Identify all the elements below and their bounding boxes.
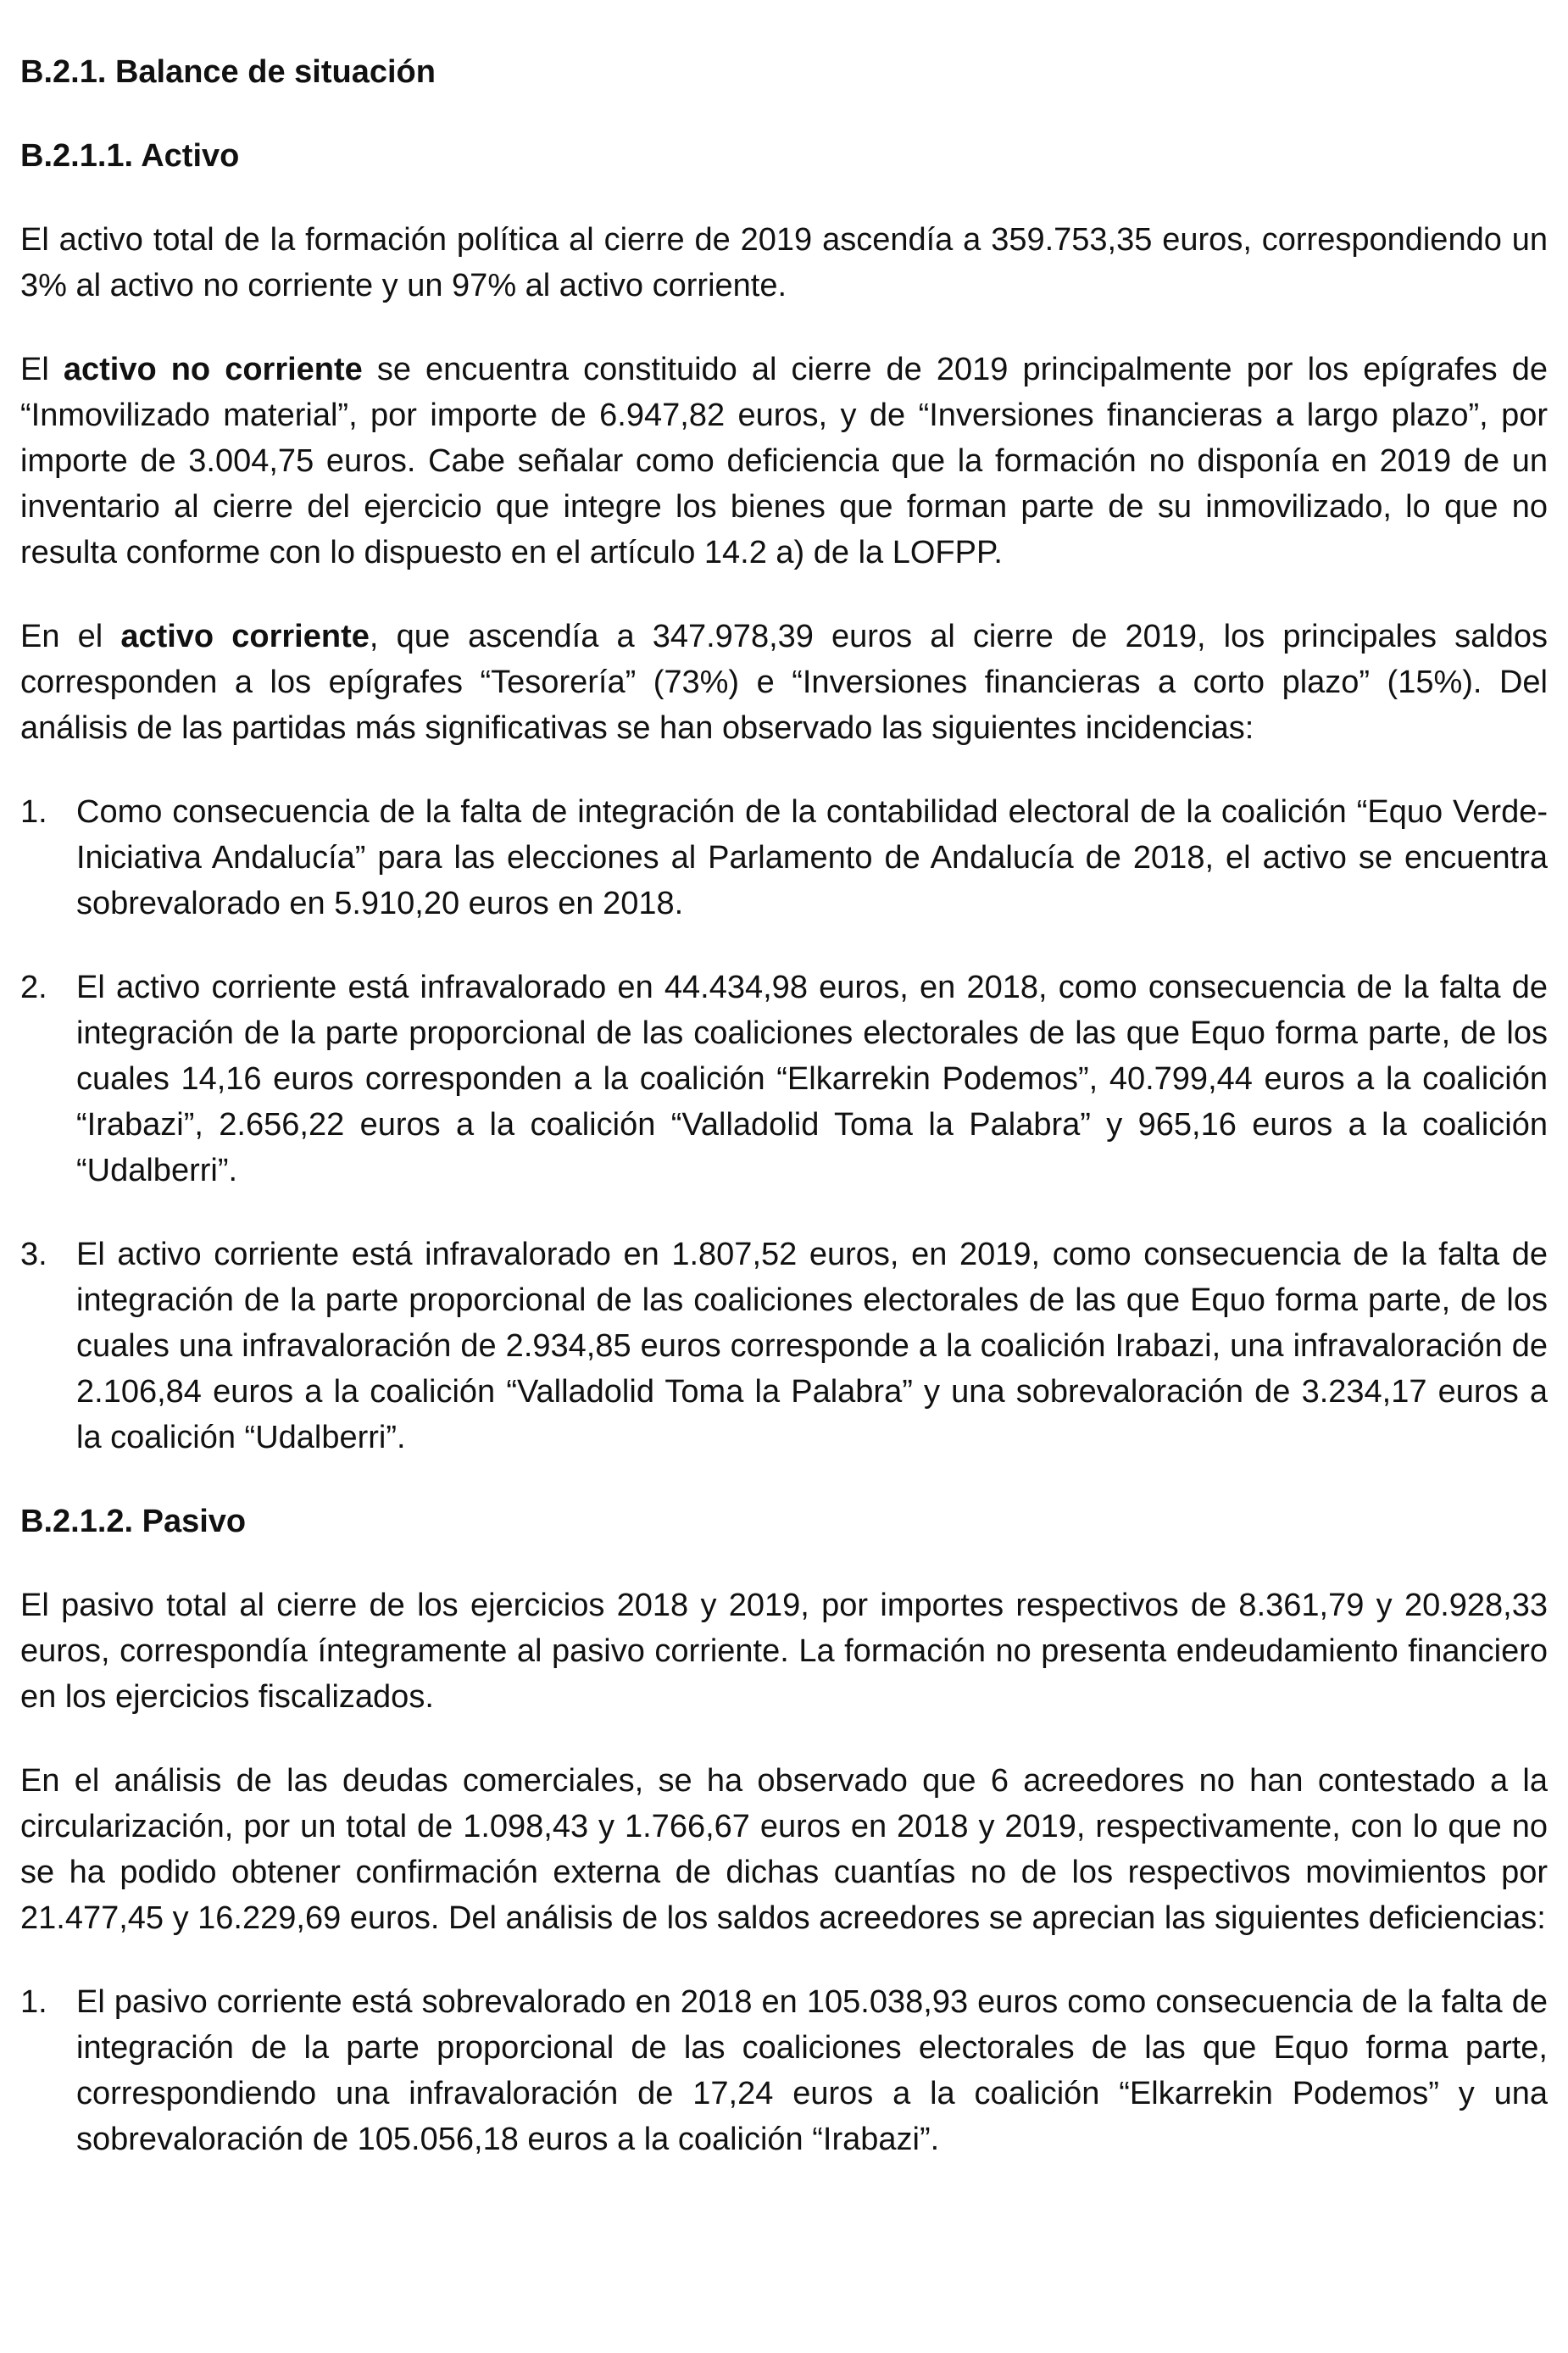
- pasivo-paragraph-total: El pasivo total al cierre de los ejercicios 2018 y 2019, por importes respectivos de 8.361,79 y 20.928,33 euros, correspondía íntegramente al pasivo corriente. La formación no presenta endeudamiento financiero en los ejercicios fiscalizados.: [20, 1588, 1548, 1715]
- pasivo-paragraph-deudas: En el análisis de las deudas comerciales, se ha observado que 6 acreedores no han contestado a la circularización, por un total de 1.098,43 y 1.766,67 euros en 2018 y 2019, respectivamente, con lo que no se ha podido obtener confirmación externa de dichas cuantías no de los respectivos movimientos por 21.477,45 y 16.229,69 euros. Del análisis de los saldos acreedores se aprecian las siguientes deficiencias:: [20, 1763, 1548, 1936]
- list-item-number: 1.: [20, 1984, 47, 2020]
- section-heading-balance: B.2.1. Balance de situación: [20, 54, 436, 90]
- section-heading-pasivo: B.2.1.2. Pasivo: [20, 1504, 247, 1539]
- list-item-text: El activo corriente está infravalorado en 1.807,52 euros, en 2019, como consecuencia de la falta de integración de la parte proporcional de las coaliciones electorales de las que Equo forma parte, de los cuales una infravaloración de 2.934,85 euros corresponde a la coalición Irabazi, una infravaloración de 2.106,84 euros a la coalición “Valladolid Toma la Palabra” y una sobrevaloración de 3.234,17 euros a la coalición “Udalberri”.: [76, 1237, 1548, 1455]
- activo-paragraph-no-corriente: [20, 347, 1548, 576]
- list-item-text: Como consecuencia de la falta de integración de la contabilidad electoral de la coalición “Equo Verde-Iniciativa Andalucía” para las elecciones al Parlamento de Andalucía de 2018, el activo se encuentra sobrevalorado en 5.910,20 euros en 2018.: [76, 794, 1548, 921]
- activo-paragraph-corriente: [20, 614, 1548, 751]
- list-item-text: El activo corriente está infravalorado en 44.434,98 euros, en 2018, como consecuencia de la falta de integración de la parte proporcional de las coaliciones electorales de las que Equo forma parte, de los cuales 14,16 euros corresponden a la coalición “Elkarrekin Podemos”, 40.799,44 euros a la coalición “Irabazi”, 2.656,22 euros a la coalición “Valladolid Toma la Palabra” y 965,16 euros a la coalición “Udalberri”.: [76, 970, 1548, 1188]
- paragraph-text: se encuentra constituido al cierre de 2019 principalmente por los epígrafes de “Inmovilizado material”, por importe de 6.947,82 euros, y de “Inversiones financieras a largo plazo”, por importe de 3.004,75 euros. Cabe señalar como deficiencia que la formación no disponía en 2019 de un inventario al cierre del ejercicio que integre los bienes que forman parte de su inmovilizado, lo que no resulta conforme con lo dispuesto en el artículo 14.2 a) de la LOFPP.: [20, 352, 1548, 570]
- pasivo-deficiencias-list: [20, 1979, 1548, 2162]
- paragraph-text: En el: [20, 619, 121, 654]
- list-item: [20, 1979, 1548, 2162]
- list-item: [20, 789, 1548, 926]
- list-item: [20, 1232, 1548, 1460]
- paragraph-text: El: [20, 352, 64, 387]
- bold-term-activo-corriente: activo corriente: [120, 619, 370, 654]
- bold-term-activo-no-corriente: activo no corriente: [63, 352, 363, 387]
- list-item: [20, 965, 1548, 1193]
- list-item-number: 2.: [20, 970, 47, 1005]
- activo-paragraph-total: El activo total de la formación política al cierre de 2019 ascendía a 359.753,35 euros, correspondiendo un 3% al activo no corriente y un 97% al activo corriente.: [20, 222, 1548, 303]
- list-item-text: El pasivo corriente está sobrevalorado en 2018 en 105.038,93 euros como consecuencia de la falta de integración de la parte proporcional de las coaliciones electorales de las que Equo forma parte, correspondiendo una infravaloración de 17,24 euros a la coalición “Elkarrekin Podemos” y una sobrevaloración de 105.056,18 euros a la coalición “Irabazi”.: [76, 1984, 1548, 2157]
- list-item-number: 3.: [20, 1237, 47, 1272]
- activo-incidencias-list: [20, 789, 1548, 1460]
- section-heading-activo: B.2.1.1. Activo: [20, 138, 240, 174]
- paragraph-text: , que ascendía a 347.978,39 euros al cierre de 2019, los principales saldos corresponden a los epígrafes “Tesorería” (73%) e “Inversiones financieras a corto plazo” (15%). Del análisis de las partidas más significativas se han observado las siguientes incidencias:: [20, 619, 1549, 746]
- list-item-number: 1.: [20, 794, 47, 830]
